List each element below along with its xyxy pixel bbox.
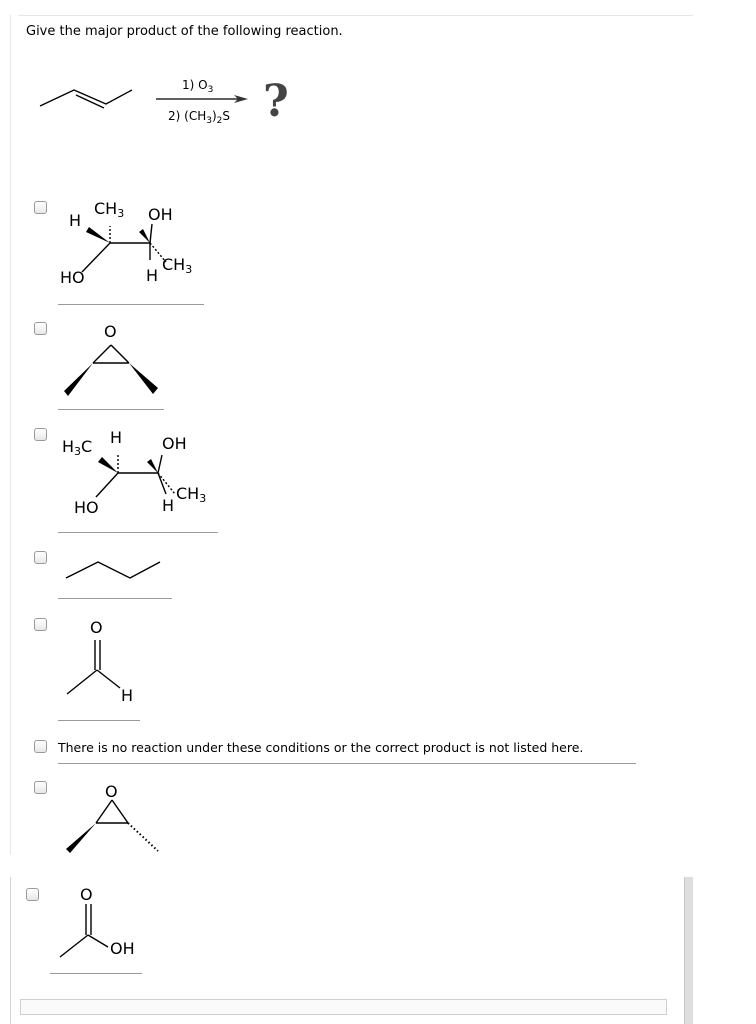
option-b-radio[interactable] — [34, 322, 47, 335]
option-a-structure — [82, 224, 166, 272]
vertical-scrollbar[interactable] — [684, 877, 693, 1024]
reaction-arrow — [156, 95, 248, 103]
option-e-label: H — [121, 686, 134, 705]
option-h-label: OH — [110, 939, 135, 958]
option-e-structure — [67, 640, 120, 694]
reactant-alkene — [40, 90, 132, 108]
option-d-underline — [58, 598, 172, 599]
option-e-label: O — [90, 618, 103, 637]
option-b-label: O — [104, 322, 117, 341]
option-h-underline — [50, 973, 142, 974]
option-c-underline — [58, 532, 218, 533]
unknown-product: ? — [263, 76, 289, 127]
option-c-label: HO — [74, 498, 99, 517]
option-c-label: OH — [162, 434, 187, 453]
option-h-structure — [60, 904, 108, 957]
option-c-label: H — [110, 428, 123, 447]
option-a-label: $CH_3$ — [162, 255, 193, 276]
option-f-text: There is no reaction under these conditions or the correct product is not listed here. — [58, 740, 584, 755]
option-g-radio[interactable] — [34, 781, 47, 794]
option-c-label: $H_3C$ — [62, 437, 93, 458]
answer-input-box[interactable] — [20, 999, 667, 1015]
option-b-structure — [64, 345, 158, 396]
option-a-label: H — [69, 211, 82, 230]
option-a-radio[interactable] — [34, 201, 47, 214]
panel-left-border — [10, 877, 11, 1024]
option-a-label: H — [146, 266, 159, 285]
option-b-underline — [58, 409, 164, 410]
option-h-label: O — [80, 885, 93, 904]
option-c-radio[interactable] — [34, 428, 47, 441]
option-c-label: $CH_3$ — [176, 484, 207, 505]
page-gap — [0, 855, 756, 877]
reagent-1: 1) $O_3$ — [182, 78, 214, 95]
option-a-label: $CH_3$ — [94, 199, 125, 220]
option-g-label: O — [105, 782, 118, 801]
option-a-label: HO — [60, 268, 85, 287]
option-c-label: H — [162, 496, 175, 515]
question-prompt: Give the major product of the following reaction. — [26, 24, 343, 39]
reagent-2: 2) $(CH_3)_2S$ — [168, 109, 230, 126]
option-f-underline — [58, 763, 636, 764]
option-g-structure — [66, 800, 158, 853]
option-e-underline — [58, 720, 140, 721]
option-f-radio[interactable] — [34, 740, 47, 753]
option-e-radio[interactable] — [34, 618, 47, 631]
option-c-structure — [96, 454, 175, 497]
option-a-underline — [58, 304, 204, 305]
option-h-radio[interactable] — [26, 888, 39, 901]
option-d-structure — [66, 562, 160, 578]
option-a-label: OH — [148, 205, 173, 224]
option-d-radio[interactable] — [34, 551, 47, 564]
